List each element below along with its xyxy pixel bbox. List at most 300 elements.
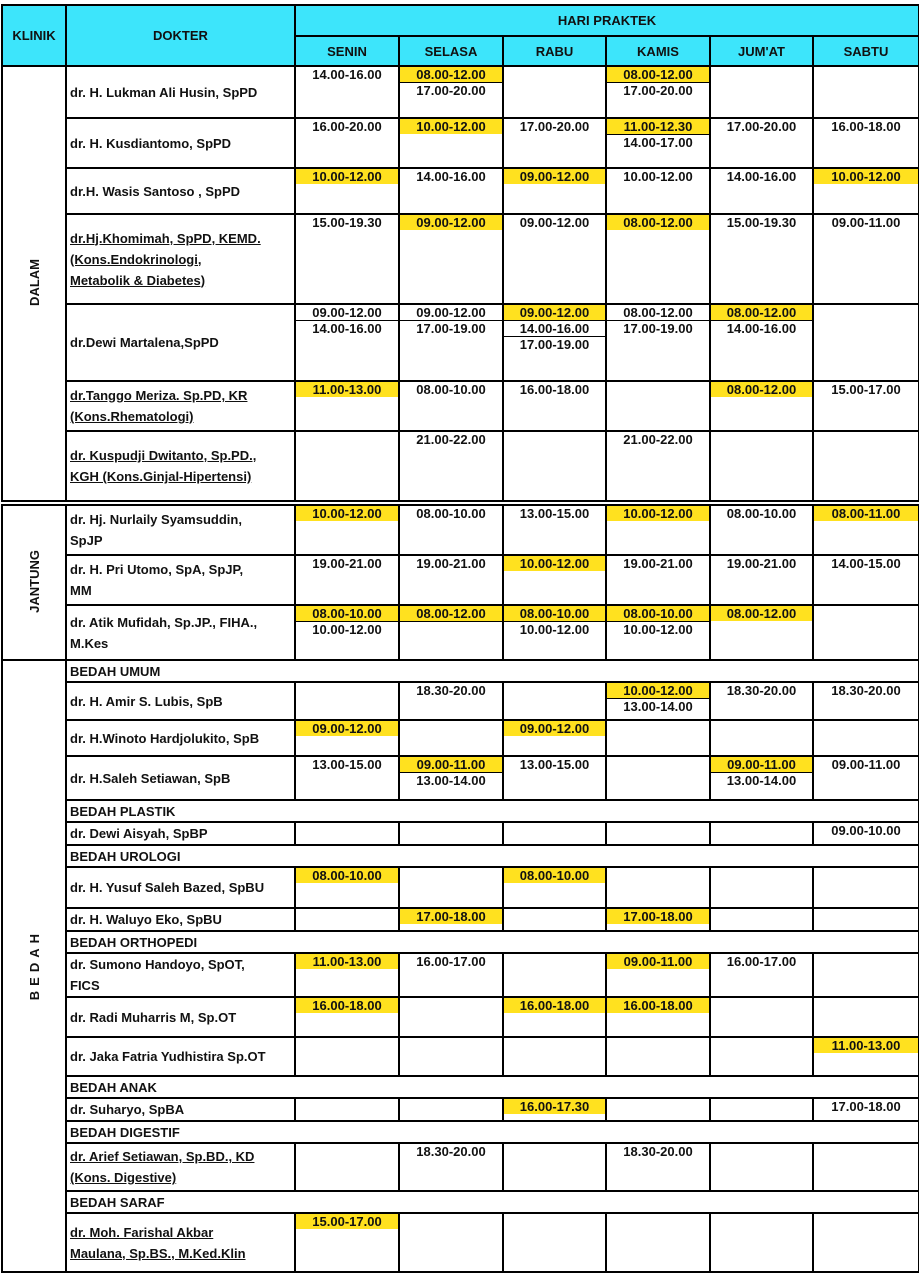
time-slot: 09.00-12.00 [312,305,382,320]
schedule-cell-jumat [710,214,813,304]
time-slot: 13.00-14.00 [607,698,709,714]
time-slot: 18.30-20.00 [416,683,486,698]
schedule-cell-rabu [503,505,606,555]
klinik-label: BEDAH [26,928,42,1001]
time-slot: 15.00-19.30 [312,215,382,230]
doctor-name [66,431,295,501]
schedule-cell-senin [295,66,399,118]
schedule-cell-rabu [503,605,606,660]
schedule-cell-kamis [606,1037,710,1076]
time-slot: 09.00-11.00 [831,757,901,772]
time-slot: 18.30-20.00 [623,1144,693,1159]
schedule-cell-jumat [710,381,813,431]
time-slot: 17.00-19.00 [607,320,709,336]
schedule-cell-sabtu [813,381,919,431]
time-slot: 09.00-10.00 [831,823,901,838]
schedule-cell-senin [295,214,399,304]
schedule-cell-selasa [399,1143,503,1191]
time-slot: 08.00-10.00 [726,506,797,521]
time-slot: 08.00-12.00 [607,67,709,82]
klinik-label: JANTUNG [26,549,42,613]
doctor-name [66,1143,295,1191]
time-slot: 09.00-12.00 [504,721,605,736]
schedule-cell-rabu [503,66,606,118]
schedule-cell-selasa [399,1098,503,1121]
schedule-cell-senin [295,720,399,756]
doctor-name-line: dr. H. Yusuf Saleh Bazed, SpBU [70,880,265,895]
schedule-cell-kamis [606,1213,710,1272]
schedule-cell-selasa [399,908,503,931]
subsection-header: BEDAH SARAF [66,1191,919,1213]
schedule-cell-selasa [399,997,503,1037]
doctor-name [66,867,295,908]
doctor-name-line: dr. Radi Muharris M, Sp.OT [70,1009,237,1025]
time-slot: 21.00-22.00 [623,432,693,447]
time-slot: 15.00-17.00 [831,382,901,397]
schedule-cell-jumat [710,118,813,168]
schedule-cell-selasa [399,381,503,431]
schedule-cell-selasa [399,431,503,501]
subsection-header: BEDAH UMUM [66,660,919,682]
schedule-cell-kamis [606,1098,710,1121]
schedule-cell-jumat [710,867,813,908]
doctor-name [66,605,295,660]
time-slot: 08.00-12.00 [623,305,693,320]
time-slot: 09.00-11.00 [607,954,709,969]
schedule-cell-sabtu [813,997,919,1037]
doctor-name-line: dr.Dewi Martalena,SpPD [70,335,219,350]
time-slot: 10.00-12.00 [296,169,398,184]
doctor-name-line: MM [70,583,92,598]
time-slot: 17.00-18.00 [831,1099,901,1114]
time-slot: 09.00-12.00 [519,215,590,230]
time-slot: 08.00-10.00 [296,868,398,883]
doctor-name [66,555,295,605]
header-dokter: DOKTER [66,5,295,66]
schedule-cell-jumat [710,1098,813,1121]
time-slot: 17.00-18.00 [607,909,709,924]
schedule-cell-kamis [606,505,710,555]
doctor-name-line: dr.H. Wasis Santoso , SpPD [70,183,240,199]
schedule-cell-kamis [606,1143,710,1191]
time-slot: 17.00-18.00 [400,909,502,924]
doctor-name [66,304,295,381]
schedule-cell-senin [295,867,399,908]
time-slot: 09.00-12.00 [296,721,398,736]
schedule-cell-senin [295,1098,399,1121]
time-slot: 18.30-20.00 [416,1144,486,1159]
schedule-cell-selasa [399,1213,503,1272]
time-slot: 14.00-16.00 [296,320,398,336]
schedule-cell-selasa [399,118,503,168]
schedule-cell-sabtu [813,756,919,800]
schedule-cell-rabu [503,997,606,1037]
schedule-cell-sabtu [813,118,919,168]
schedule-cell-kamis [606,214,710,304]
doctor-name [66,682,295,720]
time-slot: 10.00-12.00 [623,169,693,184]
time-slot: 08.00-12.00 [711,606,812,621]
schedule-cell-jumat [710,505,813,555]
schedule-cell-selasa [399,66,503,118]
schedule-cell-rabu [503,1037,606,1076]
doctor-name-line: dr. Hj. Nurlaily Syamsuddin, [70,512,242,527]
time-slot: 08.00-10.00 [416,382,486,397]
schedule-cell-jumat [710,555,813,605]
schedule-cell-rabu [503,214,606,304]
header-day: SABTU [813,36,919,66]
time-slot: 08.00-10.00 [416,506,486,521]
schedule-cell-senin [295,555,399,605]
schedule-cell-kamis [606,908,710,931]
time-slot: 19.00-21.00 [416,556,486,571]
schedule-cell-sabtu [813,720,919,756]
schedule-cell-jumat [710,168,813,214]
doctor-name-line: dr. Atik Mufidah, Sp.JP., FIHA., [70,614,258,630]
time-slot: 16.00-18.00 [296,998,398,1013]
schedule-cell-senin [295,118,399,168]
schedule-cell-senin [295,1037,399,1076]
schedule-cell-sabtu [813,605,919,660]
schedule-cell-kamis [606,431,710,501]
subsection-header: BEDAH DIGESTIF [66,1121,919,1143]
time-slot: 09.00-12.00 [416,305,486,320]
doctor-name [66,1037,295,1076]
time-slot: 10.00-12.00 [504,556,605,571]
doctor-name-line: dr. Suharyo, SpBA [70,1102,185,1117]
schedule-cell-rabu [503,822,606,845]
schedule-cell-jumat [710,908,813,931]
time-slot: 10.00-12.00 [607,621,709,637]
time-slot: 09.00-11.00 [711,757,812,772]
header-day: RABU [503,36,606,66]
schedule-cell-jumat [710,682,813,720]
time-slot: 17.00-19.00 [400,320,502,336]
schedule-cell-jumat [710,1143,813,1191]
schedule-cell-selasa [399,822,503,845]
doctor-name-line: FICS [70,978,100,993]
subsection-header: BEDAH UROLOGI [66,845,919,867]
doctor-name [66,997,295,1037]
time-slot: 13.00-14.00 [711,772,812,788]
header-day: SELASA [399,36,503,66]
schedule-cell-rabu [503,1143,606,1191]
subsection-header: BEDAH PLASTIK [66,800,919,822]
time-slot: 16.00-17.00 [726,954,797,969]
doctor-name-line: Metabolik & Diabetes) [70,272,206,288]
schedule-cell-sabtu [813,304,919,381]
header-day: JUM'AT [710,36,813,66]
doctor-name [66,118,295,168]
time-slot: 16.00-18.00 [519,382,590,397]
time-slot: 17.00-20.00 [400,82,502,98]
doctor-name [66,1213,295,1272]
doctor-name [66,381,295,431]
doctor-name-line: dr. Sumono Handoyo, SpOT, [70,957,245,972]
schedule-cell-rabu [503,908,606,931]
doctor-name-line: dr. H. Lukman Ali Husin, SpPD [70,84,258,100]
time-slot: 14.00-16.00 [726,169,797,184]
time-slot: 16.00-18.00 [504,998,605,1013]
time-slot: 15.00-17.00 [296,1214,398,1229]
doctor-name [66,505,295,555]
time-slot: 16.00-18.00 [831,119,901,134]
schedule-cell-kamis [606,168,710,214]
header-hari-praktek: HARI PRAKTEK [295,5,919,36]
schedule-cell-kamis [606,118,710,168]
schedule-cell-sabtu [813,1143,919,1191]
schedule-cell-senin [295,605,399,660]
schedule-cell-kamis [606,381,710,431]
doctor-name-line: dr. Arief Setiawan, Sp.BD., KD [70,1149,255,1164]
schedule-cell-rabu [503,953,606,997]
doctor-name-line: SpJP [70,533,103,548]
doctor-name-line: dr. Dewi Aisyah, SpBP [70,826,208,841]
schedule-cell-selasa [399,756,503,800]
schedule-cell-senin [295,908,399,931]
time-slot: 10.00-12.00 [607,683,709,698]
doctor-name-line: (Kons.Rhematologi) [70,409,194,424]
time-slot: 08.00-10.00 [504,606,605,621]
schedule-cell-senin [295,1213,399,1272]
doctor-name [66,168,295,214]
klinik-jantung [2,505,66,660]
schedule-cell-senin [295,304,399,381]
time-slot: 17.00-20.00 [726,119,797,134]
schedule-cell-rabu [503,168,606,214]
schedule-cell-kamis [606,953,710,997]
schedule-cell-rabu [503,867,606,908]
doctor-name-line: (Kons.Endokrinologi, [70,251,202,267]
time-slot: 17.00-19.00 [504,336,605,352]
schedule-cell-senin [295,953,399,997]
header-day: SENIN [295,36,399,66]
schedule-cell-kamis [606,304,710,381]
time-slot: 08.00-10.00 [296,606,398,621]
time-slot: 10.00-12.00 [504,621,605,637]
header-klinik: KLINIK [2,5,66,66]
time-slot: 19.00-21.00 [726,556,797,571]
schedule-cell-sabtu [813,1213,919,1272]
time-slot: 10.00-12.00 [400,119,502,134]
schedule-cell-sabtu [813,953,919,997]
time-slot: 19.00-21.00 [312,556,382,571]
doctor-name-line: dr. Kuspudji Dwitanto, Sp.PD., [70,448,257,463]
klinik-dalam [2,66,66,501]
schedule-cell-sabtu [813,1098,919,1121]
doctor-name-line: dr.Hj.Khomimah, SpPD, KEMD. [70,230,261,246]
schedule-cell-kamis [606,682,710,720]
schedule-cell-jumat [710,66,813,118]
schedule-cell-rabu [503,1213,606,1272]
schedule-cell-jumat [710,431,813,501]
time-slot: 10.00-12.00 [296,621,398,637]
schedule-cell-rabu [503,682,606,720]
time-slot: 14.00-16.00 [416,169,486,184]
time-slot [400,621,502,622]
schedule-cell-sabtu [813,682,919,720]
schedule-cell-senin [295,381,399,431]
schedule-cell-sabtu [813,66,919,118]
time-slot: 14.00-16.00 [711,320,812,336]
time-slot: 16.00-17.00 [416,954,486,969]
schedule-cell-kamis [606,997,710,1037]
schedule-cell-rabu [503,720,606,756]
schedule-cell-rabu [503,1098,606,1121]
time-slot: 11.00-13.00 [296,954,398,969]
schedule-cell-rabu [503,118,606,168]
doctor-name-line: dr. H.Saleh Setiawan, SpB [70,770,231,786]
schedule-cell-rabu [503,304,606,381]
schedule-cell-senin [295,756,399,800]
schedule-cell-senin [295,505,399,555]
doctor-name-line: dr. H.Winoto Hardjolukito, SpB [70,730,260,746]
time-slot: 14.00-16.00 [504,320,605,336]
time-slot: 16.00-17.30 [504,1099,605,1114]
klinik-label: DALAM [26,258,42,306]
doctor-name-line: KGH (Kons.Ginjal-Hipertensi) [70,469,252,484]
doctor-name [66,822,295,845]
schedule-cell-sabtu [813,822,919,845]
time-slot: 10.00-12.00 [296,506,398,521]
time-slot: 16.00-18.00 [607,998,709,1013]
schedule-cell-selasa [399,720,503,756]
schedule-cell-selasa [399,953,503,997]
time-slot: 08.00-12.00 [400,606,502,621]
doctor-name-line: dr. Moh. Farishal Akbar [70,1224,214,1240]
time-slot: 21.00-22.00 [416,432,486,447]
time-slot: 09.00-12.00 [400,215,502,230]
header-day: KAMIS [606,36,710,66]
schedule-cell-selasa [399,682,503,720]
schedule-cell-senin [295,682,399,720]
schedule-cell-sabtu [813,505,919,555]
schedule-cell-sabtu [813,431,919,501]
time-slot: 18.30-20.00 [726,683,797,698]
time-slot: 18.30-20.00 [831,683,901,698]
doctor-name-line: dr. H. Kusdiantomo, SpPD [70,135,232,151]
schedule-cell-senin [295,1143,399,1191]
schedule-cell-sabtu [813,555,919,605]
schedule-cell-selasa [399,555,503,605]
schedule-cell-selasa [399,304,503,381]
schedule-cell-jumat [710,997,813,1037]
schedule-cell-sabtu [813,168,919,214]
schedule-cell-selasa [399,505,503,555]
schedule-cell-kamis [606,720,710,756]
schedule-cell-senin [295,168,399,214]
doctor-name [66,953,295,997]
subsection-header: BEDAH ORTHOPEDI [66,931,919,953]
time-slot: 14.00-16.00 [312,67,382,82]
schedule-cell-kamis [606,605,710,660]
time-slot: 09.00-12.00 [504,169,605,184]
time-slot: 08.00-10.00 [504,868,605,883]
schedule-cell-jumat [710,822,813,845]
time-slot: 13.00-15.00 [519,506,590,521]
schedule-cell-sabtu [813,908,919,931]
doctor-name-line: M.Kes [70,635,109,651]
time-slot: 08.00-12.00 [711,382,812,397]
doctor-name-line: dr. H. Pri Utomo, SpA, SpJP, [70,562,244,577]
doctor-name [66,756,295,800]
time-slot: 14.00-15.00 [831,556,901,571]
schedule-cell-senin [295,997,399,1037]
schedule-cell-sabtu [813,1037,919,1076]
schedule-cell-rabu [503,756,606,800]
doctor-name-line: dr. H. Amir S. Lubis, SpB [70,693,223,709]
schedule-cell-jumat [710,756,813,800]
schedule-cell-senin [295,431,399,501]
time-slot: 17.00-20.00 [607,82,709,98]
schedule-cell-selasa [399,168,503,214]
schedule-cell-rabu [503,431,606,501]
time-slot: 13.00-15.00 [519,757,590,772]
doctor-name-line: dr. Jaka Fatria Yudhistira Sp.OT [70,1049,266,1064]
schedule-table [1,4,919,1273]
time-slot: 17.00-20.00 [519,119,590,134]
schedule-cell-jumat [710,304,813,381]
doctor-name-line: dr.Tanggo Meriza. Sp.PD, KR [70,388,248,403]
schedule-cell-kamis [606,867,710,908]
time-slot: 11.00-12.30 [607,119,709,134]
time-slot: 19.00-21.00 [623,556,693,571]
subsection-header: BEDAH ANAK [66,1076,919,1098]
time-slot: 16.00-20.00 [312,119,382,134]
time-slot: 11.00-13.00 [814,1038,918,1053]
schedule-cell-jumat [710,720,813,756]
schedule-cell-sabtu [813,867,919,908]
time-slot: 13.00-15.00 [312,757,382,772]
schedule-cell-senin [295,822,399,845]
schedule-cell-rabu [503,555,606,605]
schedule-cell-kamis [606,66,710,118]
schedule-cell-jumat [710,1213,813,1272]
doctor-name [66,720,295,756]
schedule-cell-selasa [399,214,503,304]
time-slot: 08.00-12.00 [711,305,812,320]
time-slot: 09.00-11.00 [400,757,502,772]
time-slot: 10.00-12.00 [607,506,709,521]
doctor-name [66,908,295,931]
schedule-cell-selasa [399,605,503,660]
schedule-cell-kamis [606,555,710,605]
time-slot: 13.00-14.00 [400,772,502,788]
time-slot: 08.00-11.00 [814,506,918,521]
doctor-name-line: dr. H. Waluyo Eko, SpBU [70,912,222,927]
time-slot: 08.00-10.00 [607,606,709,621]
klinik-bedah [2,660,66,1272]
time-slot: 09.00-12.00 [504,305,605,320]
schedule-cell-selasa [399,867,503,908]
time-slot: 09.00-11.00 [831,215,901,230]
schedule-cell-kamis [606,756,710,800]
time-slot: 11.00-13.00 [296,382,398,397]
doctor-name-line: Maulana, Sp.BS., M.Ked.Klin [70,1245,246,1261]
time-slot: 08.00-12.00 [400,67,502,82]
schedule-cell-selasa [399,1037,503,1076]
time-slot: 10.00-12.00 [814,169,918,184]
doctor-name [66,66,295,118]
time-slot: 14.00-17.00 [607,134,709,150]
schedule-cell-kamis [606,822,710,845]
schedule-cell-jumat [710,1037,813,1076]
time-slot: 15.00-19.30 [726,215,797,230]
doctor-name [66,1098,295,1121]
schedule-cell-sabtu [813,214,919,304]
doctor-name-line: (Kons. Digestive) [70,1170,177,1185]
schedule-cell-rabu [503,381,606,431]
